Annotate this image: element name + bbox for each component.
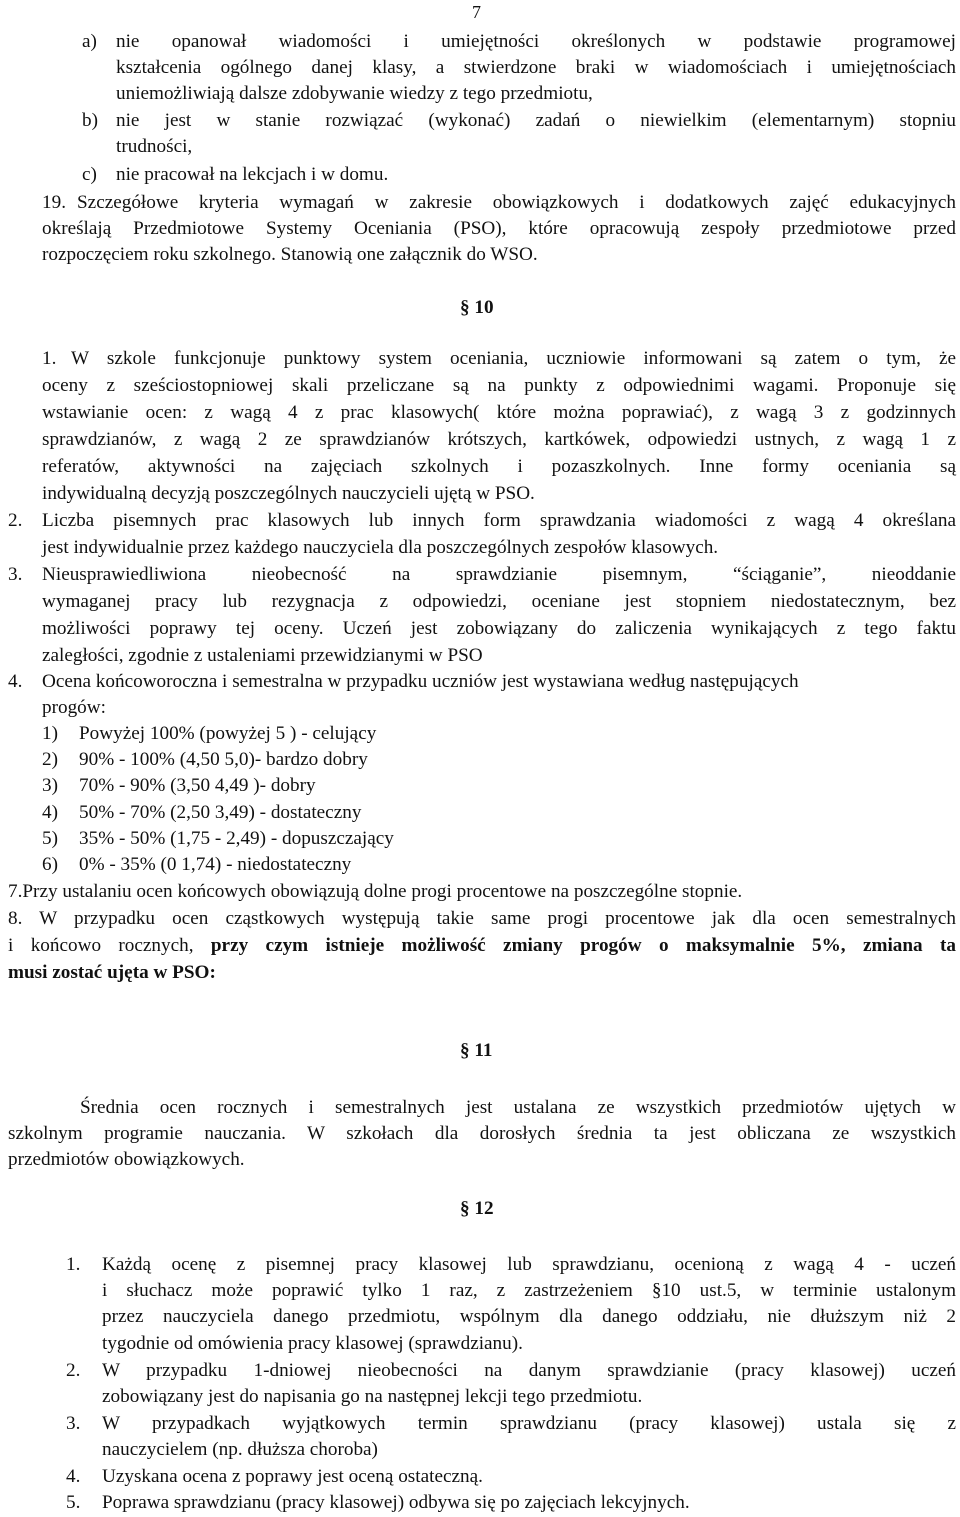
threshold-marker: 1) [42,723,58,744]
paragraph-line: wstawianie ocen: z wagą 4 z prac klasowych( które można poprawiać), z wagą 3 z godzinnych [42,402,956,423]
paragraph-line: Szczegółowe kryteria wymagań w zakresie obowiązkowych i dodatkowych zajęć edukacyjnych [77,192,956,213]
point-marker: 4. [66,1466,81,1487]
threshold-item: 35% - 50% (1,75 - 2,49) - dopuszczający [79,828,394,849]
paragraph-line: oceny z sześciostopniowej skali przeliczane są na punkty z odpowiednimi wagami. Proponuje się [42,375,956,396]
threshold-item: 90% - 100% (4,50 5,0)- bardzo dobry [79,749,368,770]
paragraph-line: W przypadku 1-dniowej nieobecności na danym sprawdzianie (pracy klasowej) uczeń [102,1360,956,1381]
list-item-line: trudności, [116,136,193,157]
emphasis-text: musi zostać ujęta w PSO: [8,962,216,983]
list-marker: b) [82,110,98,131]
paragraph-line: W przypadkach wyjątkowych termin sprawdzianu (pracy klasowej) ustala się z [102,1413,956,1434]
paragraph-line: indywidualną decyzją poszczególnych nauczycieli ujętą w PSO. [42,483,535,504]
paragraph-line: Ocena końcoworoczna i semestralna w przypadku uczniów jest wystawiana według następujących [42,671,799,692]
paragraph-line: wymaganej pracy lub rezygnacja z odpowiedzi, oceniane jest stopniem niedostatecznym, bez [42,591,956,612]
threshold-marker: 3) [42,775,58,796]
paragraph-line: zobowiązany jest do napisania go na następnej lekcji tego przedmiotu. [102,1386,643,1407]
paragraph-line: W szkole funkcjonuje punktowy system oceniania, uczniowie informowani są zatem o tym, że [71,348,956,369]
threshold-item: 0% - 35% (0 1,74) - niedostateczny [79,854,352,875]
paragraph-line: możliwości poprawy tej oceny. Uczeń jest zobowiązany do zaliczenia wynikających z tego faktu [42,618,956,639]
threshold-item: 50% - 70% (2,50 3,49) - dostateczny [79,802,362,823]
paragraph-line: Nieusprawiedliwiona nieobecność na sprawdzianie pisemnym, “ściąganie”, nieoddanie [42,564,956,585]
paragraph-text: i końcowo rocznych, [8,935,211,956]
point-marker: 5. [66,1492,81,1513]
point-marker: 1. [66,1254,81,1275]
paragraph-line: przez nauczyciela danego przedmiotu, wspólnym dla danego oddziału, nie dłuższym niż 2 [102,1306,956,1327]
page-number: 7 [472,2,481,22]
list-marker: a) [82,31,97,52]
paragraph-line: 7.Przy ustalaniu ocen końcowych obowiązują dolne progi procentowe na poszczególne stopnie. [8,881,743,902]
list-marker: c) [82,164,97,185]
paragraph-line: zaległości, zgodnie z ustaleniami przewidzianymi w PSO [42,645,483,666]
paragraph-line: jest indywidualnie przez każdego nauczyciela dla poszczególnych zespołów klasowych. [42,537,719,558]
point-marker: 2. [8,510,23,531]
paragraph-line: Liczba pisemnych prac klasowych lub innych form sprawdzania wiadomości z wagą 4 określana [42,510,956,531]
paragraph-line: przedmiotów obowiązkowych. [8,1149,245,1170]
point-marker: 4. [8,671,23,692]
section-heading: § 11 [460,1040,493,1061]
threshold-marker: 5) [42,828,58,849]
section-heading: § 10 [460,297,494,318]
threshold-marker: 2) [42,749,58,770]
point-marker: 3. [66,1413,81,1434]
threshold-marker: 6) [42,854,58,875]
threshold-item: Powyżej 100% (powyżej 5 ) - celujący [79,723,377,744]
threshold-marker: 4) [42,802,58,823]
paragraph-line-mixed [8,933,956,959]
paragraph-line: sprawdzianów, z wagą 2 ze sprawdzianów krótszych, kartkówek, odpowiedzi ustnych, z wagą 1 z [42,429,956,450]
list-item-line: nie opanował wiadomości i umiejętności określonych w podstawie programowej [116,31,956,52]
section-heading: § 12 [460,1198,494,1219]
list-item-line: uniemożliwiają dalsze zdobywanie wiedzy z tego przedmiotu, [116,83,593,104]
point-marker: 1. [42,348,57,369]
emphasis-text: przy czym istnieje możliwość zmiany progów o maksymalnie 5%, zmiana ta [210,935,956,956]
paragraph-line: Uzyskana ocena z poprawy jest oceną ostateczną. [102,1466,483,1487]
point-marker: 3. [8,564,23,585]
paragraph-line: nauczycielem (np. dłuższa choroba) [102,1439,378,1460]
threshold-item: 70% - 90% (3,50 4,49 )- dobry [79,775,316,796]
paragraph-line: szkolnym programie nauczania. W szkołach dla dorosłych średnia ta jest obliczana ze wszystkich [8,1123,956,1144]
paragraph-line: referatów, aktywności na zajęciach szkolnych i pozaszkolnych. Inne formy oceniania są [42,456,956,477]
paragraph-line: Każdą ocenę z pisemnej pracy klasowej lub sprawdzianu, ocenioną z wagą 4 - uczeń [102,1254,956,1275]
list-item-line: nie pracował na lekcjach i w domu. [116,164,389,185]
paragraph-line: 8. W przypadku ocen cząstkowych występują takie same progi procentowe jak dla ocen semestralnych [8,908,956,929]
paragraph-line: rozpoczęciem roku szkolnego. Stanowią one załącznik do WSO. [42,244,538,265]
point-marker: 2. [66,1360,81,1381]
list-item-line: nie jest w stanie rozwiązać (wykonać) zadań o niewielkim (elementarnym) stopniu [116,110,956,131]
paragraph-line: określają Przedmiotowe Systemy Oceniania (PSO), które opracowują zespoły przedmiotowe przed [42,218,956,239]
list-item-line: kształcenia ogólnego danej klasy, a stwierdzone braki w wiadomościach i umiejętnościach [116,57,956,78]
paragraph-line: tygodnie od omówienia pracy klasowej (sprawdzianu). [102,1333,523,1354]
paragraph-line: Poprawa sprawdzianu (pracy klasowej) odbywa się po zajęciach lekcyjnych. [102,1492,690,1513]
paragraph-line: Średnia ocen rocznych i semestralnych jest ustalana ze wszystkich przedmiotów ujętych w [80,1097,956,1118]
point-marker: 19. [42,192,66,213]
paragraph-line: progów: [42,697,106,718]
paragraph-line: i słuchacz może poprawić tylko 1 raz, z zastrzeżeniem §10 ust.5, w terminie ustalonym [102,1280,956,1301]
